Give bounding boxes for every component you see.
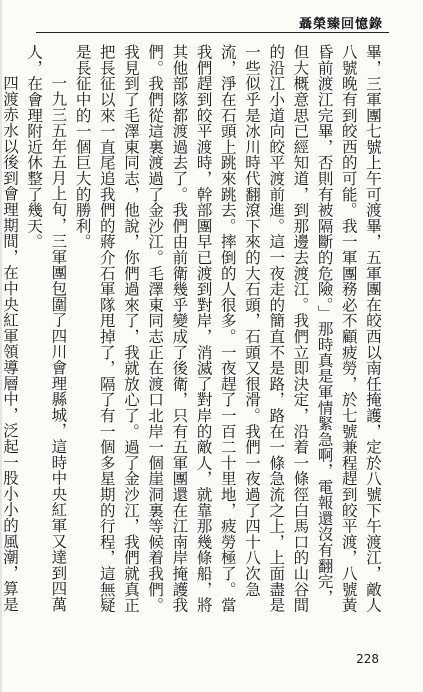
paragraph-3: 四渡赤水以後到會理期間，在中央紅軍領導層中，泛起一股小小的風潮，算是 [0, 75, 19, 613]
paragraph-1: 畢，三軍團七號上午可渡畢，五軍團在皎西以南任掩護，定於八號下午渡江，敵人八號晚有到皎西的可能。我一軍團務必不顧疲勞，於七號兼程趕到皎平渡，八號黃昏前渡江完畢，否則有被隔斷的危險。」那時真是軍情緊急啊，電報還沒有翻完，但大概意思已經知道，到那邊去渡江。我們立即決定，沿着一條徑白馬口的山谷間的沿江小道向皎平渡前進。這一夜走的簡直不是路，路在一條急流之上，上面盡是一些似乎是冰川時代翻滾下來的大石頭，石頭又很滑。我們一夜過了四十八次急流，淨在石頭上跳來跳去。摔倒的人很多。一夜趕了一百二十里地，疲勞極了。當我們趕到皎平渡時，幹部團早已渡到對岸，消滅了對岸的敵人，就靠那幾條船，將其他部隊都渡過去了。我們由前衛幾乎變成了後衛，只有五軍團還在江南岸掩護我們。我們從這裏渡過了金沙江。毛澤東同志正在渡口北岸一個崖洞裏等候着我們。我見到了毛澤東同志，他說，你們過來了，我就放心了。過了金沙江，我們就真正把長征以來一直尾追我們的蔣介石軍隊甩掉了，隔了有一個多星期的行程，這無疑是長征中的一個巨大的勝利。 [73, 44, 382, 613]
paragraph-2: 一九三五年五月上旬，三軍團包圍了四川會理縣城，這時中央紅軍又達到四萬人，在會理附近休整了幾天。 [25, 44, 68, 613]
vertical-body-text [0, 44, 385, 619]
running-header-title: 聶榮臻回憶錄 [298, 17, 383, 32]
header-rule [36, 32, 389, 33]
page-number: 228 [356, 652, 379, 666]
